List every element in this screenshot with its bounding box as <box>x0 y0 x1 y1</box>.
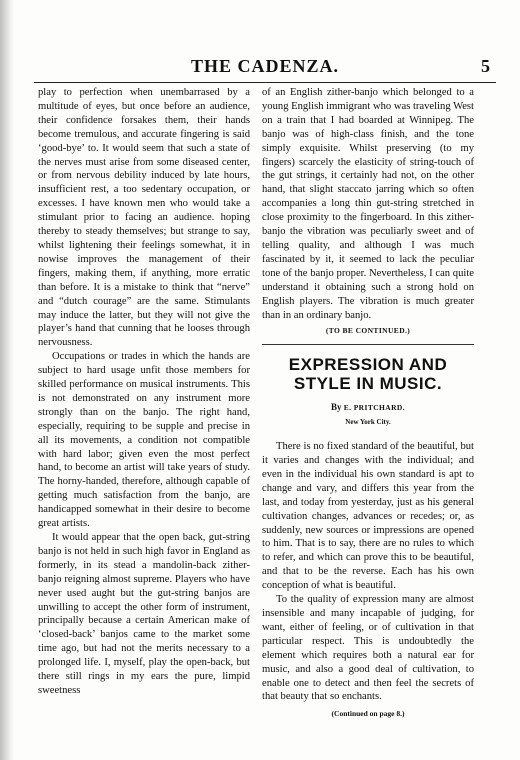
body-paragraph: Occupations or trades in which the hands are subject to hard usage unfit those members for skilled performance on musical instruments. This is not demonstrated on any instrument more strongly than on the banjo. The right hand, especially, requiring to be supple and precise in all its movements, a condition not compatible with hard labor; given even the most perfect hand, to become an artist will take years of study. The horny-handed, therefore, although capable of getting much satisfaction from the banjo, are handicapped somewhat in their desire to become great artists. <box>38 351 250 530</box>
article-paragraph: There is no fixed standard of the beautiful, but it varies and changes with the individual; and even in the individual his own standard is apt to change and vary, and differs this year from the last, and today from yesterday, just as his general cultivation changes, advances or recedes; or, as suddenly, new sources or impressions are opened to him. That is to say, there are no rules to which to refer, and which can prove this to be beautiful, and that to be the reverse. Each has his own conception of what is beautiful. <box>262 441 474 592</box>
page-number: 5 <box>481 56 490 76</box>
author-location: New York City. <box>345 418 391 427</box>
byline-prefix: By <box>330 402 342 413</box>
page-header <box>30 56 500 82</box>
article-byline <box>262 401 474 415</box>
to-be-continued-note: (TO BE CONTINUED.) <box>325 326 411 336</box>
body-paragraph: It would appear that the open back, gut-string banjo is not held in such high favor in England as formerly, in its stead a mandolin-back zither-banjo reigning almost supreme. Players who have never used aught but the gut-string banjos are unwilling to accept the other form of instrument, principally because a certain American make of ‘closed-back’ banjos came to the market some time ago, but had not the merits necessary to a prolonged life. I, myself, play the open-back, but there still rings in my ears the pure, limpid sweetness <box>38 532 250 696</box>
page-binding-shadow <box>0 0 14 760</box>
article-title: EXPRESSION AND STYLE IN MUSIC. <box>288 355 448 394</box>
author-name: E. PRITCHARD. <box>343 403 405 413</box>
section-divider <box>262 344 474 345</box>
journal-title: THE CADENZA. <box>190 56 340 76</box>
left-column <box>38 86 250 698</box>
body-paragraph: play to perfection when unembarrased by a multitude of eyes, but once before an audience, their confidence forsakes them, their hands become tremulous, and accurate fingering is said ‘good-bye’ to. It would seem that such a state of the nerves must arise from some diseased center, or from nervous debility induced by late hours, insufficient rest, a too sedentary occupation, or excesses. I have known men who would take a stimulant prior to facing an audience. hoping thereby to steady themselves; but strange to say, whilst lightening their feelings somewhat, it in nowise improves the management of their fingers, making them, if anything, more erratic than before. It is a mistake to think that “nerve” and “dutch courage” are the same. Stimulants may induce the latter, but they will not give the player’s hand that cunning that he looses through nervousness. <box>38 87 250 349</box>
continued-on-note: (Continued on page 8.) <box>331 709 405 719</box>
header-rule <box>34 82 496 83</box>
right-column <box>262 86 474 721</box>
article-paragraph: To the quality of expression many are almost insensible and many incapable of judging, for want, either of feeling, or of cultivation in that particular respect. This is undoubtedly the element which requires both a natural ear for music, and also a good deal of cultivation, to enable one to detect and then feel the secrets of that beauty that so enchants. <box>262 594 474 703</box>
continued-paragraph: of an English zither-banjo which belonged to a young English immigrant who was traveling West on a train that I had boarded at Winnipeg. The banjo was of high-class finish, and the tone simply exquisite. Whilst preserving (to my fingers) scarcely the elasticity of string-touch of the gut strings, it certainly had not, on the other hand, that slight staccato jarring which so often accompanies a long thin gut-string stretched in close proximity to the fingerboard. In this zither-banjo the vibration was peculiarly sweet and of telling quality, and although I was much fascinated by it, it seemed to lack the peculiar tone of the banjo proper. Nevertheless, I can quite understand it obtaining such a strong hold on English players. The vibration is much greater than in an ordinary banjo. <box>262 87 474 321</box>
